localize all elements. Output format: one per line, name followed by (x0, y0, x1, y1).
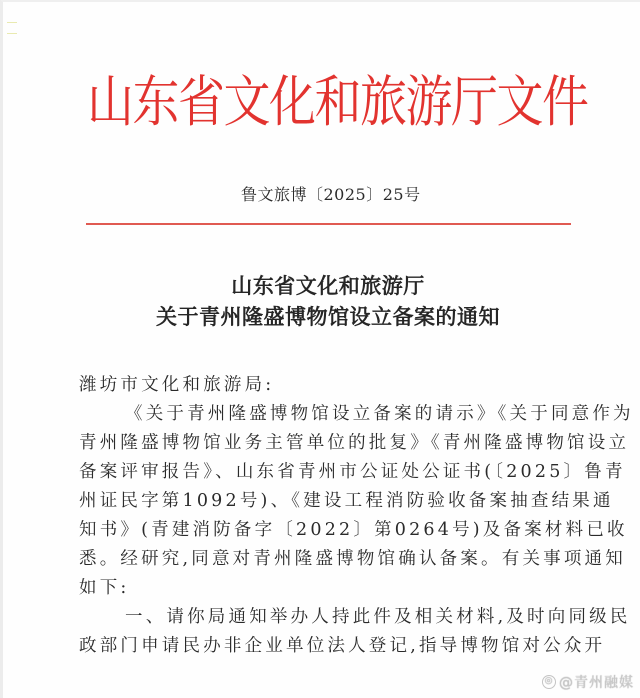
body-line: 《关于青州隆盛博物馆设立备案的请示》《关于同意作为 (125, 404, 634, 424)
body-line: 政部门申请民办非企业单位法人登记,指导博物馆对公众开 (79, 636, 606, 656)
red-divider-line (86, 223, 571, 225)
recipient-line: 潍坊市文化和旅游局: (79, 375, 275, 395)
document-number: 鲁文旅博〔2025〕25号 (241, 185, 421, 204)
body-line: 如下: (79, 578, 130, 598)
body-line: 悉。经研究,同意对青州隆盛博物馆确认备案。有关事项通知 (79, 549, 626, 569)
document-body (79, 371, 634, 661)
scan-artifact (7, 22, 17, 23)
scan-artifact (7, 33, 17, 34)
source-watermark (542, 672, 634, 692)
body-line: 青州隆盛博物馆业务主管单位的批复》《青州隆盛博物馆设立 (79, 433, 630, 453)
issuer-masthead: 山东省文化和旅游厅文件 (87, 70, 588, 136)
document-title-line-1: 山东省文化和旅游厅 (231, 273, 425, 298)
media-logo-icon: ◎ (542, 675, 556, 689)
watermark-text: @青州融媒 (559, 675, 634, 691)
body-line: 备案评审报告》、山东省青州市公证处公证书(〔2025〕鲁青 (79, 462, 626, 482)
body-line: 知书》(青建消防备字〔2022〕第0264号)及备案材料已收 (79, 520, 628, 540)
body-line: 州证民字第1092号)、《建设工程消防验收备案抽查结果通 (79, 491, 614, 511)
body-line: 一、请你局通知举办人持此件及相关材料,及时向同级民 (125, 607, 631, 627)
document-title-line-2: 关于青州隆盛博物馆设立备案的通知 (156, 304, 500, 329)
